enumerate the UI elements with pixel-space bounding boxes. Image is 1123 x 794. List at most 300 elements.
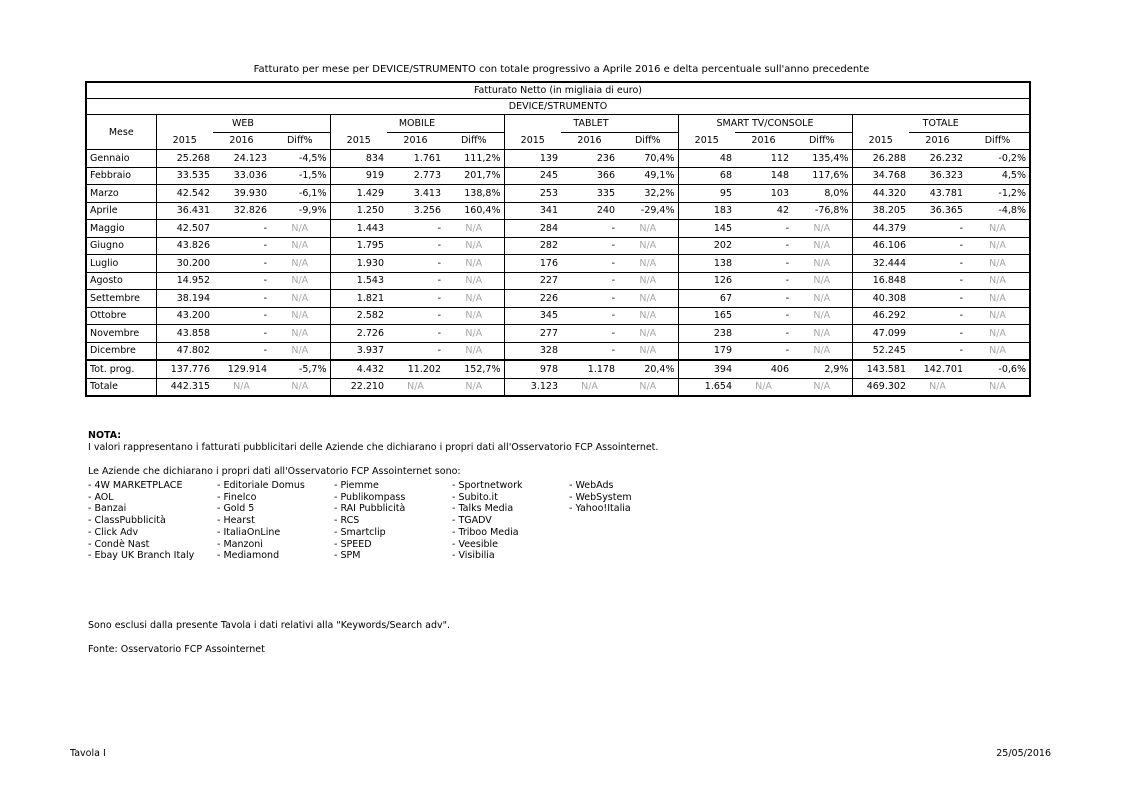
company-item: - Mediamond bbox=[217, 550, 280, 562]
value-cell: 44.320 bbox=[852, 185, 909, 203]
value-cell: 834 bbox=[330, 150, 387, 168]
value-cell: - bbox=[909, 342, 966, 360]
value-cell: - bbox=[387, 237, 444, 255]
group-header-row bbox=[86, 115, 1030, 133]
value-cell: N/A bbox=[792, 272, 852, 290]
subcaption-row bbox=[86, 99, 1030, 115]
table-row bbox=[86, 185, 1030, 203]
value-cell: - bbox=[561, 272, 618, 290]
value-cell: - bbox=[213, 272, 270, 290]
subheader-cell: 2016 bbox=[561, 132, 618, 150]
table-row bbox=[86, 342, 1030, 360]
value-cell: - bbox=[735, 325, 792, 343]
company-item: - WebAds bbox=[569, 480, 614, 491]
company-item: - Editoriale Domus bbox=[217, 480, 305, 491]
value-cell: - bbox=[387, 325, 444, 343]
value-cell: 469.302 bbox=[852, 378, 909, 396]
value-cell: 48 bbox=[678, 150, 735, 168]
subheader-cell: 2015 bbox=[330, 132, 387, 150]
company-item: - Smartclip bbox=[334, 526, 386, 538]
value-cell: 43.781 bbox=[909, 185, 966, 203]
value-cell: 38.194 bbox=[156, 290, 213, 308]
value-cell: 165 bbox=[678, 307, 735, 325]
value-cell: 34.768 bbox=[852, 167, 909, 185]
value-cell: 2.773 bbox=[387, 167, 444, 185]
value-cell: 919 bbox=[330, 167, 387, 185]
value-cell: - bbox=[213, 325, 270, 343]
value-cell: N/A bbox=[270, 307, 330, 325]
value-cell: 245 bbox=[504, 167, 561, 185]
value-cell: 277 bbox=[504, 325, 561, 343]
value-cell: N/A bbox=[213, 378, 270, 396]
value-cell: 39.930 bbox=[213, 185, 270, 203]
value-cell: N/A bbox=[909, 378, 966, 396]
value-cell: 40.308 bbox=[852, 290, 909, 308]
value-cell: N/A bbox=[444, 237, 504, 255]
company-item: - RAI Pubblicità bbox=[334, 503, 406, 515]
value-cell: - bbox=[735, 220, 792, 238]
value-cell: 152,7% bbox=[444, 360, 504, 378]
value-cell: - bbox=[213, 342, 270, 360]
value-cell: - bbox=[735, 307, 792, 325]
month-cell: Totale bbox=[86, 378, 156, 396]
value-cell: - bbox=[735, 342, 792, 360]
value-cell: - bbox=[561, 342, 618, 360]
value-cell: 20,4% bbox=[618, 360, 678, 378]
value-cell: - bbox=[387, 255, 444, 273]
value-cell: 44.379 bbox=[852, 220, 909, 238]
table-row bbox=[86, 307, 1030, 325]
group-header: SMART TV/CONSOLE bbox=[678, 115, 852, 133]
company-item: - TGADV bbox=[452, 515, 492, 527]
value-cell: - bbox=[387, 342, 444, 360]
subheader-cell: 2015 bbox=[504, 132, 561, 150]
value-cell: - bbox=[213, 290, 270, 308]
value-cell: - bbox=[213, 220, 270, 238]
value-cell: 95 bbox=[678, 185, 735, 203]
revenue-table bbox=[85, 81, 1031, 397]
value-cell: 46.292 bbox=[852, 307, 909, 325]
value-cell: 145 bbox=[678, 220, 735, 238]
table-caption: Fatturato Netto (in migliaia di euro) bbox=[86, 82, 1030, 99]
value-cell: - bbox=[909, 290, 966, 308]
company-item: - ItaliaOnLine bbox=[217, 526, 281, 538]
value-cell: N/A bbox=[444, 272, 504, 290]
value-cell: - bbox=[909, 325, 966, 343]
table-row bbox=[86, 202, 1030, 220]
value-cell: 227 bbox=[504, 272, 561, 290]
value-cell: - bbox=[387, 272, 444, 290]
group-header: TOTALE bbox=[852, 115, 1030, 133]
value-cell: 36.323 bbox=[909, 167, 966, 185]
subheader-cell: Diff% bbox=[618, 132, 678, 150]
value-cell: 341 bbox=[504, 202, 561, 220]
value-cell: N/A bbox=[270, 290, 330, 308]
value-cell: 33.535 bbox=[156, 167, 213, 185]
subheader-cell: 2016 bbox=[735, 132, 792, 150]
value-cell: N/A bbox=[618, 290, 678, 308]
value-cell: 143.581 bbox=[852, 360, 909, 378]
value-cell: 1.821 bbox=[330, 290, 387, 308]
value-cell: N/A bbox=[270, 342, 330, 360]
value-cell: -29,4% bbox=[618, 202, 678, 220]
company-item: - Manzoni bbox=[217, 538, 263, 550]
value-cell: 1.654 bbox=[678, 378, 735, 396]
caption-row bbox=[86, 82, 1030, 99]
value-cell: 226 bbox=[504, 290, 561, 308]
value-cell: N/A bbox=[618, 378, 678, 396]
month-cell: Febbraio bbox=[86, 167, 156, 185]
notes-section bbox=[88, 430, 658, 478]
table-subcaption: DEVICE/STRUMENTO bbox=[86, 99, 1030, 115]
subheader-cell: 2015 bbox=[678, 132, 735, 150]
value-cell: 36.365 bbox=[909, 202, 966, 220]
value-cell: 8,0% bbox=[792, 185, 852, 203]
value-cell: 2.582 bbox=[330, 307, 387, 325]
value-cell: N/A bbox=[561, 378, 618, 396]
value-cell: 22.210 bbox=[330, 378, 387, 396]
month-cell: Giugno bbox=[86, 237, 156, 255]
company-item: - Hearst bbox=[217, 515, 255, 527]
value-cell: 112 bbox=[735, 150, 792, 168]
value-cell: 1.761 bbox=[387, 150, 444, 168]
value-cell: 43.826 bbox=[156, 237, 213, 255]
value-cell: 139 bbox=[504, 150, 561, 168]
company-item: - SPEED bbox=[334, 538, 372, 550]
table-row bbox=[86, 360, 1030, 378]
value-cell: 42.507 bbox=[156, 220, 213, 238]
month-cell: Aprile bbox=[86, 202, 156, 220]
value-cell: 142.701 bbox=[909, 360, 966, 378]
value-cell: 328 bbox=[504, 342, 561, 360]
group-header: TABLET bbox=[504, 115, 678, 133]
value-cell: 24.123 bbox=[213, 150, 270, 168]
company-item: - Click Adv bbox=[88, 526, 139, 538]
value-cell: 3.413 bbox=[387, 185, 444, 203]
value-cell: 1.795 bbox=[330, 237, 387, 255]
value-cell: 1.250 bbox=[330, 202, 387, 220]
value-cell: N/A bbox=[792, 307, 852, 325]
group-header: MOBILE bbox=[330, 115, 504, 133]
value-cell: -1,2% bbox=[966, 185, 1030, 203]
value-cell: 126 bbox=[678, 272, 735, 290]
value-cell: -6,1% bbox=[270, 185, 330, 203]
page-title: Fatturato per mese per DEVICE/STRUMENTO con totale progressivo a Aprile 2016 e delta percentuale sull'anno precedente bbox=[253, 64, 870, 75]
value-cell: N/A bbox=[618, 342, 678, 360]
value-cell: 43.200 bbox=[156, 307, 213, 325]
value-cell: - bbox=[735, 255, 792, 273]
value-cell: 11.202 bbox=[387, 360, 444, 378]
group-header: WEB bbox=[156, 115, 330, 133]
value-cell: N/A bbox=[966, 272, 1030, 290]
value-cell: 240 bbox=[561, 202, 618, 220]
value-cell: 4.432 bbox=[330, 360, 387, 378]
value-cell: 46.106 bbox=[852, 237, 909, 255]
value-cell: 202 bbox=[678, 237, 735, 255]
value-cell: - bbox=[387, 290, 444, 308]
value-cell: 138,8% bbox=[444, 185, 504, 203]
company-item: - Publikompass bbox=[334, 491, 406, 503]
value-cell: 43.858 bbox=[156, 325, 213, 343]
company-item: - Banzai bbox=[88, 503, 127, 515]
value-cell: 179 bbox=[678, 342, 735, 360]
subheader-cell: Diff% bbox=[792, 132, 852, 150]
table-row bbox=[86, 255, 1030, 273]
value-cell: - bbox=[561, 307, 618, 325]
table-row bbox=[86, 290, 1030, 308]
value-cell: 52.245 bbox=[852, 342, 909, 360]
subheader-cell: 2015 bbox=[852, 132, 909, 150]
value-cell: 2,9% bbox=[792, 360, 852, 378]
value-cell: N/A bbox=[618, 237, 678, 255]
value-cell: -9,9% bbox=[270, 202, 330, 220]
value-cell: N/A bbox=[270, 272, 330, 290]
value-cell: 117,6% bbox=[792, 167, 852, 185]
value-cell: N/A bbox=[444, 378, 504, 396]
table-row bbox=[86, 167, 1030, 185]
value-cell: 253 bbox=[504, 185, 561, 203]
value-cell: N/A bbox=[444, 255, 504, 273]
value-cell: 3.123 bbox=[504, 378, 561, 396]
month-cell: Settembre bbox=[86, 290, 156, 308]
company-item: - Visibilia bbox=[452, 550, 495, 562]
month-cell: Marzo bbox=[86, 185, 156, 203]
value-cell: - bbox=[387, 220, 444, 238]
value-cell: -4,5% bbox=[270, 150, 330, 168]
value-cell: 135,4% bbox=[792, 150, 852, 168]
value-cell: 67 bbox=[678, 290, 735, 308]
value-cell: 26.232 bbox=[909, 150, 966, 168]
subheader-cell: 2016 bbox=[909, 132, 966, 150]
company-item: - Condè Nast bbox=[88, 538, 150, 550]
value-cell: - bbox=[387, 307, 444, 325]
value-cell: 4,5% bbox=[966, 167, 1030, 185]
value-cell: - bbox=[561, 325, 618, 343]
subheader-row bbox=[86, 132, 1030, 150]
footer-table-id: Tavola I bbox=[70, 748, 106, 759]
value-cell: 406 bbox=[735, 360, 792, 378]
company-item: - ClassPubblicità bbox=[88, 515, 166, 527]
value-cell: 26.288 bbox=[852, 150, 909, 168]
value-cell: N/A bbox=[792, 342, 852, 360]
value-cell: - bbox=[213, 255, 270, 273]
value-cell: N/A bbox=[966, 307, 1030, 325]
subheader-cell: Diff% bbox=[966, 132, 1030, 150]
footer-date: 25/05/2016 bbox=[996, 748, 1051, 759]
value-cell: N/A bbox=[966, 220, 1030, 238]
value-cell: N/A bbox=[444, 307, 504, 325]
table-row bbox=[86, 325, 1030, 343]
value-cell: 1.429 bbox=[330, 185, 387, 203]
value-cell: 1.443 bbox=[330, 220, 387, 238]
company-item: - Yahoo!Italia bbox=[569, 503, 631, 515]
company-item: - Piemme bbox=[334, 480, 379, 491]
value-cell: N/A bbox=[270, 378, 330, 396]
value-cell: 32.444 bbox=[852, 255, 909, 273]
value-cell: -5,7% bbox=[270, 360, 330, 378]
nota-heading: NOTA: bbox=[88, 430, 122, 441]
value-cell: 68 bbox=[678, 167, 735, 185]
month-cell: Novembre bbox=[86, 325, 156, 343]
value-cell: -4,8% bbox=[966, 202, 1030, 220]
source-note: Fonte: Osservatorio FCP Assointernet bbox=[88, 644, 265, 655]
value-cell: N/A bbox=[444, 290, 504, 308]
company-item: - SPM bbox=[334, 550, 361, 562]
companies-column bbox=[569, 480, 632, 515]
value-cell: 442.315 bbox=[156, 378, 213, 396]
value-cell: 2.726 bbox=[330, 325, 387, 343]
value-cell: 238 bbox=[678, 325, 735, 343]
subheader-cell: Diff% bbox=[270, 132, 330, 150]
companies-column bbox=[452, 480, 523, 562]
company-item: - Gold 5 bbox=[217, 503, 255, 515]
month-cell: Dicembre bbox=[86, 342, 156, 360]
company-item: - RCS bbox=[334, 515, 360, 527]
value-cell: 183 bbox=[678, 202, 735, 220]
value-cell: N/A bbox=[792, 290, 852, 308]
value-cell: 160,4% bbox=[444, 202, 504, 220]
value-cell: 394 bbox=[678, 360, 735, 378]
value-cell: N/A bbox=[387, 378, 444, 396]
value-cell: 42 bbox=[735, 202, 792, 220]
value-cell: N/A bbox=[618, 325, 678, 343]
value-cell: 3.256 bbox=[387, 202, 444, 220]
value-cell: N/A bbox=[618, 272, 678, 290]
value-cell: N/A bbox=[735, 378, 792, 396]
value-cell: - bbox=[909, 255, 966, 273]
value-cell: - bbox=[561, 255, 618, 273]
value-cell: 284 bbox=[504, 220, 561, 238]
company-item: - WebSystem bbox=[569, 491, 632, 503]
month-cell: Luglio bbox=[86, 255, 156, 273]
value-cell: N/A bbox=[792, 220, 852, 238]
value-cell: -0,2% bbox=[966, 150, 1030, 168]
value-cell: - bbox=[909, 220, 966, 238]
value-cell: -1,5% bbox=[270, 167, 330, 185]
value-cell: - bbox=[909, 307, 966, 325]
value-cell: 176 bbox=[504, 255, 561, 273]
value-cell: 345 bbox=[504, 307, 561, 325]
value-cell: N/A bbox=[618, 220, 678, 238]
company-item: - AOL bbox=[88, 491, 114, 503]
table-row bbox=[86, 272, 1030, 290]
value-cell: 148 bbox=[735, 167, 792, 185]
value-cell: 138 bbox=[678, 255, 735, 273]
company-item: - Ebay UK Branch Italy bbox=[88, 550, 195, 562]
subheader-cell: 2016 bbox=[387, 132, 444, 150]
exclusion-note: Sono esclusi dalla presente Tavola i dati relativi alla "Keywords/Search adv". bbox=[88, 620, 450, 631]
company-item: - Finelco bbox=[217, 491, 257, 503]
company-item: - Talks Media bbox=[452, 503, 514, 515]
value-cell: N/A bbox=[966, 255, 1030, 273]
company-item: - Triboo Media bbox=[452, 526, 519, 538]
value-cell: 38.205 bbox=[852, 202, 909, 220]
month-cell: Tot. prog. bbox=[86, 360, 156, 378]
value-cell: 103 bbox=[735, 185, 792, 203]
month-cell: Gennaio bbox=[86, 150, 156, 168]
value-cell: N/A bbox=[966, 342, 1030, 360]
value-cell: - bbox=[735, 237, 792, 255]
value-cell: 36.431 bbox=[156, 202, 213, 220]
value-cell: N/A bbox=[966, 325, 1030, 343]
value-cell: - bbox=[213, 307, 270, 325]
company-item: - Veesible bbox=[452, 538, 499, 550]
value-cell: 978 bbox=[504, 360, 561, 378]
value-cell: 282 bbox=[504, 237, 561, 255]
value-cell: N/A bbox=[444, 325, 504, 343]
subheader-cell: 2015 bbox=[156, 132, 213, 150]
value-cell: N/A bbox=[966, 378, 1030, 396]
value-cell: 14.952 bbox=[156, 272, 213, 290]
subheader-cell: Diff% bbox=[444, 132, 504, 150]
value-cell: - bbox=[561, 237, 618, 255]
nota-line-2: Le Aziende che dichiarano i propri dati all'Osservatorio FCP Assointernet sono: bbox=[88, 466, 461, 477]
value-cell: - bbox=[909, 237, 966, 255]
companies-column bbox=[334, 480, 405, 562]
value-cell: 335 bbox=[561, 185, 618, 203]
value-cell: N/A bbox=[792, 237, 852, 255]
month-cell: Maggio bbox=[86, 220, 156, 238]
value-cell: 25.268 bbox=[156, 150, 213, 168]
value-cell: 129.914 bbox=[213, 360, 270, 378]
value-cell: N/A bbox=[444, 342, 504, 360]
subheader-cell: 2016 bbox=[213, 132, 270, 150]
value-cell: -0,6% bbox=[966, 360, 1030, 378]
mese-header: Mese bbox=[86, 115, 156, 150]
value-cell: 32.826 bbox=[213, 202, 270, 220]
value-cell: N/A bbox=[618, 255, 678, 273]
value-cell: - bbox=[561, 220, 618, 238]
company-item: - Subito.it bbox=[452, 491, 498, 503]
value-cell: 70,4% bbox=[618, 150, 678, 168]
month-cell: Agosto bbox=[86, 272, 156, 290]
value-cell: -76,8% bbox=[792, 202, 852, 220]
value-cell: - bbox=[735, 272, 792, 290]
table-row bbox=[86, 220, 1030, 238]
table-row bbox=[86, 150, 1030, 168]
company-item: - Sportnetwork bbox=[452, 480, 523, 491]
value-cell: N/A bbox=[966, 237, 1030, 255]
value-cell: N/A bbox=[792, 325, 852, 343]
value-cell: N/A bbox=[618, 307, 678, 325]
value-cell: N/A bbox=[270, 237, 330, 255]
value-cell: 42.542 bbox=[156, 185, 213, 203]
company-item: - 4W MARKETPLACE bbox=[88, 480, 183, 491]
value-cell: 201,7% bbox=[444, 167, 504, 185]
value-cell: 1.178 bbox=[561, 360, 618, 378]
value-cell: - bbox=[561, 290, 618, 308]
month-cell: Ottobre bbox=[86, 307, 156, 325]
value-cell: 1.930 bbox=[330, 255, 387, 273]
value-cell: N/A bbox=[792, 378, 852, 396]
value-cell: 236 bbox=[561, 150, 618, 168]
table-row bbox=[86, 237, 1030, 255]
value-cell: 366 bbox=[561, 167, 618, 185]
value-cell: N/A bbox=[270, 220, 330, 238]
value-cell: - bbox=[213, 237, 270, 255]
value-cell: N/A bbox=[270, 325, 330, 343]
value-cell: 16.848 bbox=[852, 272, 909, 290]
value-cell: N/A bbox=[444, 220, 504, 238]
value-cell: 47.099 bbox=[852, 325, 909, 343]
value-cell: 137.776 bbox=[156, 360, 213, 378]
value-cell: N/A bbox=[792, 255, 852, 273]
value-cell: 47.802 bbox=[156, 342, 213, 360]
value-cell: 49,1% bbox=[618, 167, 678, 185]
value-cell: 33.036 bbox=[213, 167, 270, 185]
value-cell: - bbox=[735, 290, 792, 308]
value-cell: N/A bbox=[270, 255, 330, 273]
